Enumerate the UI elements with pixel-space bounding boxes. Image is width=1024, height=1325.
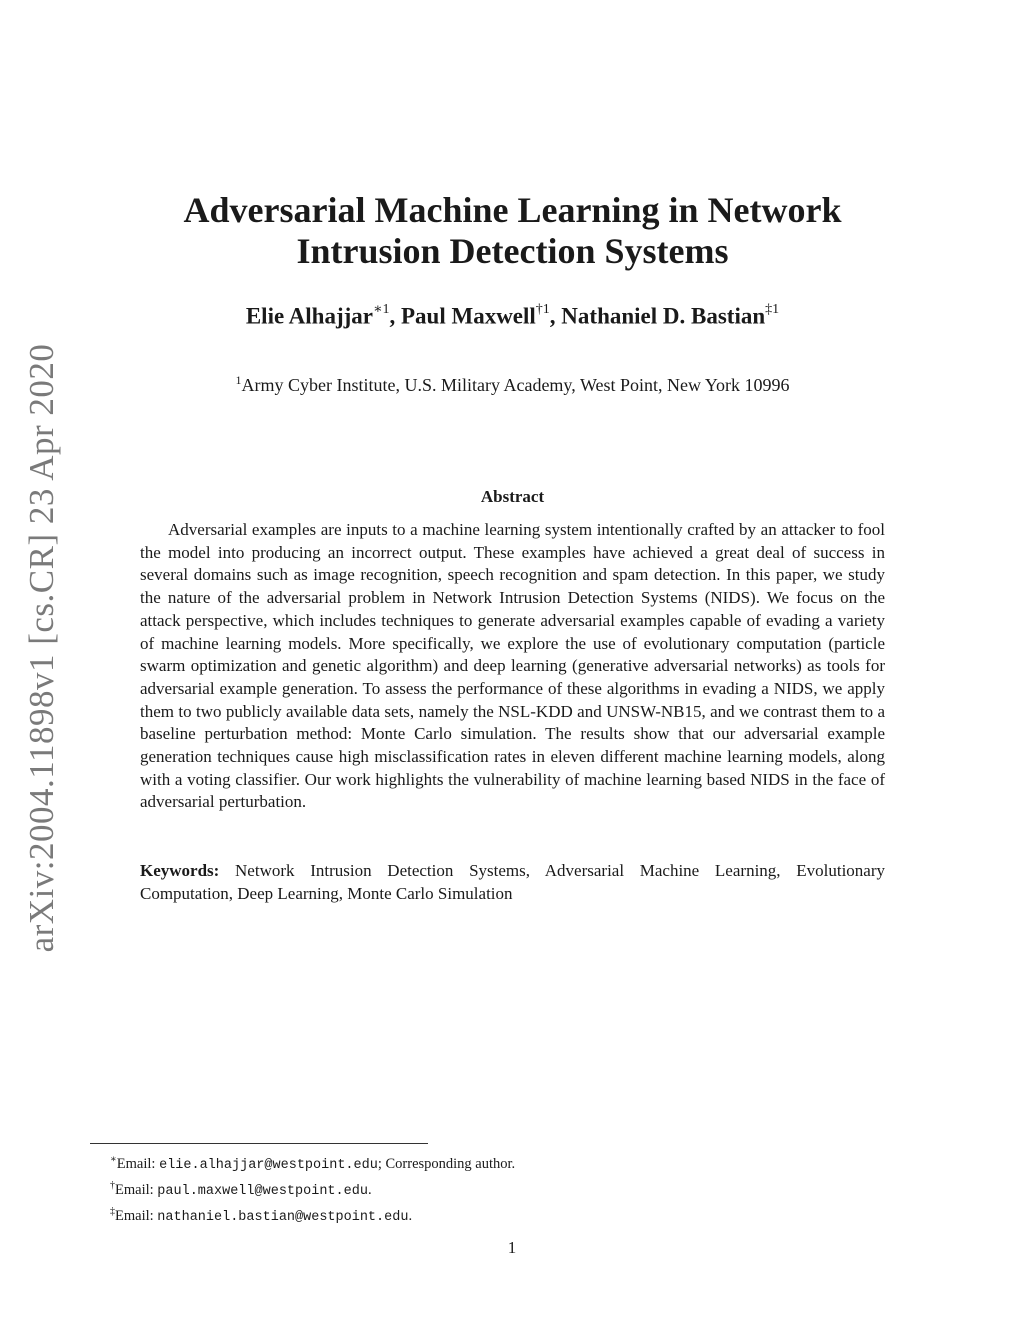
keywords xyxy=(140,860,885,905)
affiliation-mark: 1 xyxy=(235,373,242,387)
author-name: Nathaniel D. Bastian xyxy=(561,303,766,329)
footnote xyxy=(110,1202,910,1228)
footnote-prefix: Email: xyxy=(115,1181,158,1198)
author-name: Paul Maxwell xyxy=(401,303,536,329)
title-line-1: Adversarial Machine Learning in Network xyxy=(183,190,842,230)
footnote xyxy=(110,1150,910,1176)
footnotes xyxy=(110,1150,910,1227)
paper-title xyxy=(140,190,885,272)
footnote-email: paul.maxwell@westpoint.edu xyxy=(157,1183,368,1199)
affiliation-text: Army Cyber Institute, U.S. Military Academy, West Point, New York 10996 xyxy=(241,375,790,395)
arxiv-identifier: arXiv:2004.11898v1 [cs.CR] 23 Apr 2020 xyxy=(22,343,61,953)
footnote-suffix: . xyxy=(367,1181,372,1198)
footnote-email: elie.alhajjar@westpoint.edu xyxy=(159,1157,378,1173)
keywords-label: Keywords: xyxy=(140,861,220,880)
title-line-2: Intrusion Detection Systems xyxy=(296,231,729,271)
footnote-suffix: ; Corresponding author. xyxy=(377,1155,516,1172)
author-separator: , xyxy=(549,303,562,329)
abstract-body: Adversarial examples are inputs to a machine learning system intentionally crafted by an attacker to fool the model into producing an incorrect output. These examples have achieved a great deal of success in several domains such as image recognition, speech recognition and spam detection. In this paper, we study the nature of the adversarial problem in Network Intrusion Detection Systems (NIDS). We focus on the attack perspective, which includes techniques to generate adversarial examples capable of evading a variety of machine learning models. More specifically, we explore the use of evolutionary computation (particle swarm optimization and genetic algorithm) and deep learning (generative adversarial networks) as tools for adversarial example generation. To assess the performance of these algorithms in evading a NIDS, we apply them to two publicly available data sets, namely the NSL-KDD and UNSW-NB15, and we contrast them to a baseline perturbation method: Monte Carlo simulation. The results show that our adversarial example generation techniques cause high misclassification rates in eleven different machine learning models, along with a voting classifier. Our work highlights the vulnerability of machine learning based NIDS in the face of adversarial perturbation. xyxy=(140,520,885,812)
footnote-prefix: Email: xyxy=(116,1155,160,1172)
author-marks: ∗1 xyxy=(372,302,390,317)
affiliation xyxy=(140,368,885,397)
author-separator: , xyxy=(389,303,401,329)
abstract-heading: Abstract xyxy=(480,487,545,506)
footnote-mark: ∗ xyxy=(110,1154,117,1165)
footnote xyxy=(110,1176,910,1202)
footnote-mark: † xyxy=(110,1179,115,1191)
footnote-divider xyxy=(90,1143,428,1144)
author-list xyxy=(140,297,885,332)
author-name: Elie Alhajjar xyxy=(245,303,373,329)
footnote-email: nathaniel.bastian@westpoint.edu xyxy=(157,1209,409,1225)
author-marks: ‡1 xyxy=(765,302,780,317)
keywords-text: Network Intrusion Detection Systems, Adversarial Machine Learning, Evolutionary Computation, Deep Learning, Monte Carlo Simulation xyxy=(140,861,885,903)
page-number: 1 xyxy=(507,1238,517,1257)
footnote-mark: ‡ xyxy=(110,1205,115,1217)
footnote-prefix: Email: xyxy=(115,1207,158,1224)
author-marks: †1 xyxy=(535,302,550,317)
footnote-suffix: . xyxy=(408,1207,413,1224)
